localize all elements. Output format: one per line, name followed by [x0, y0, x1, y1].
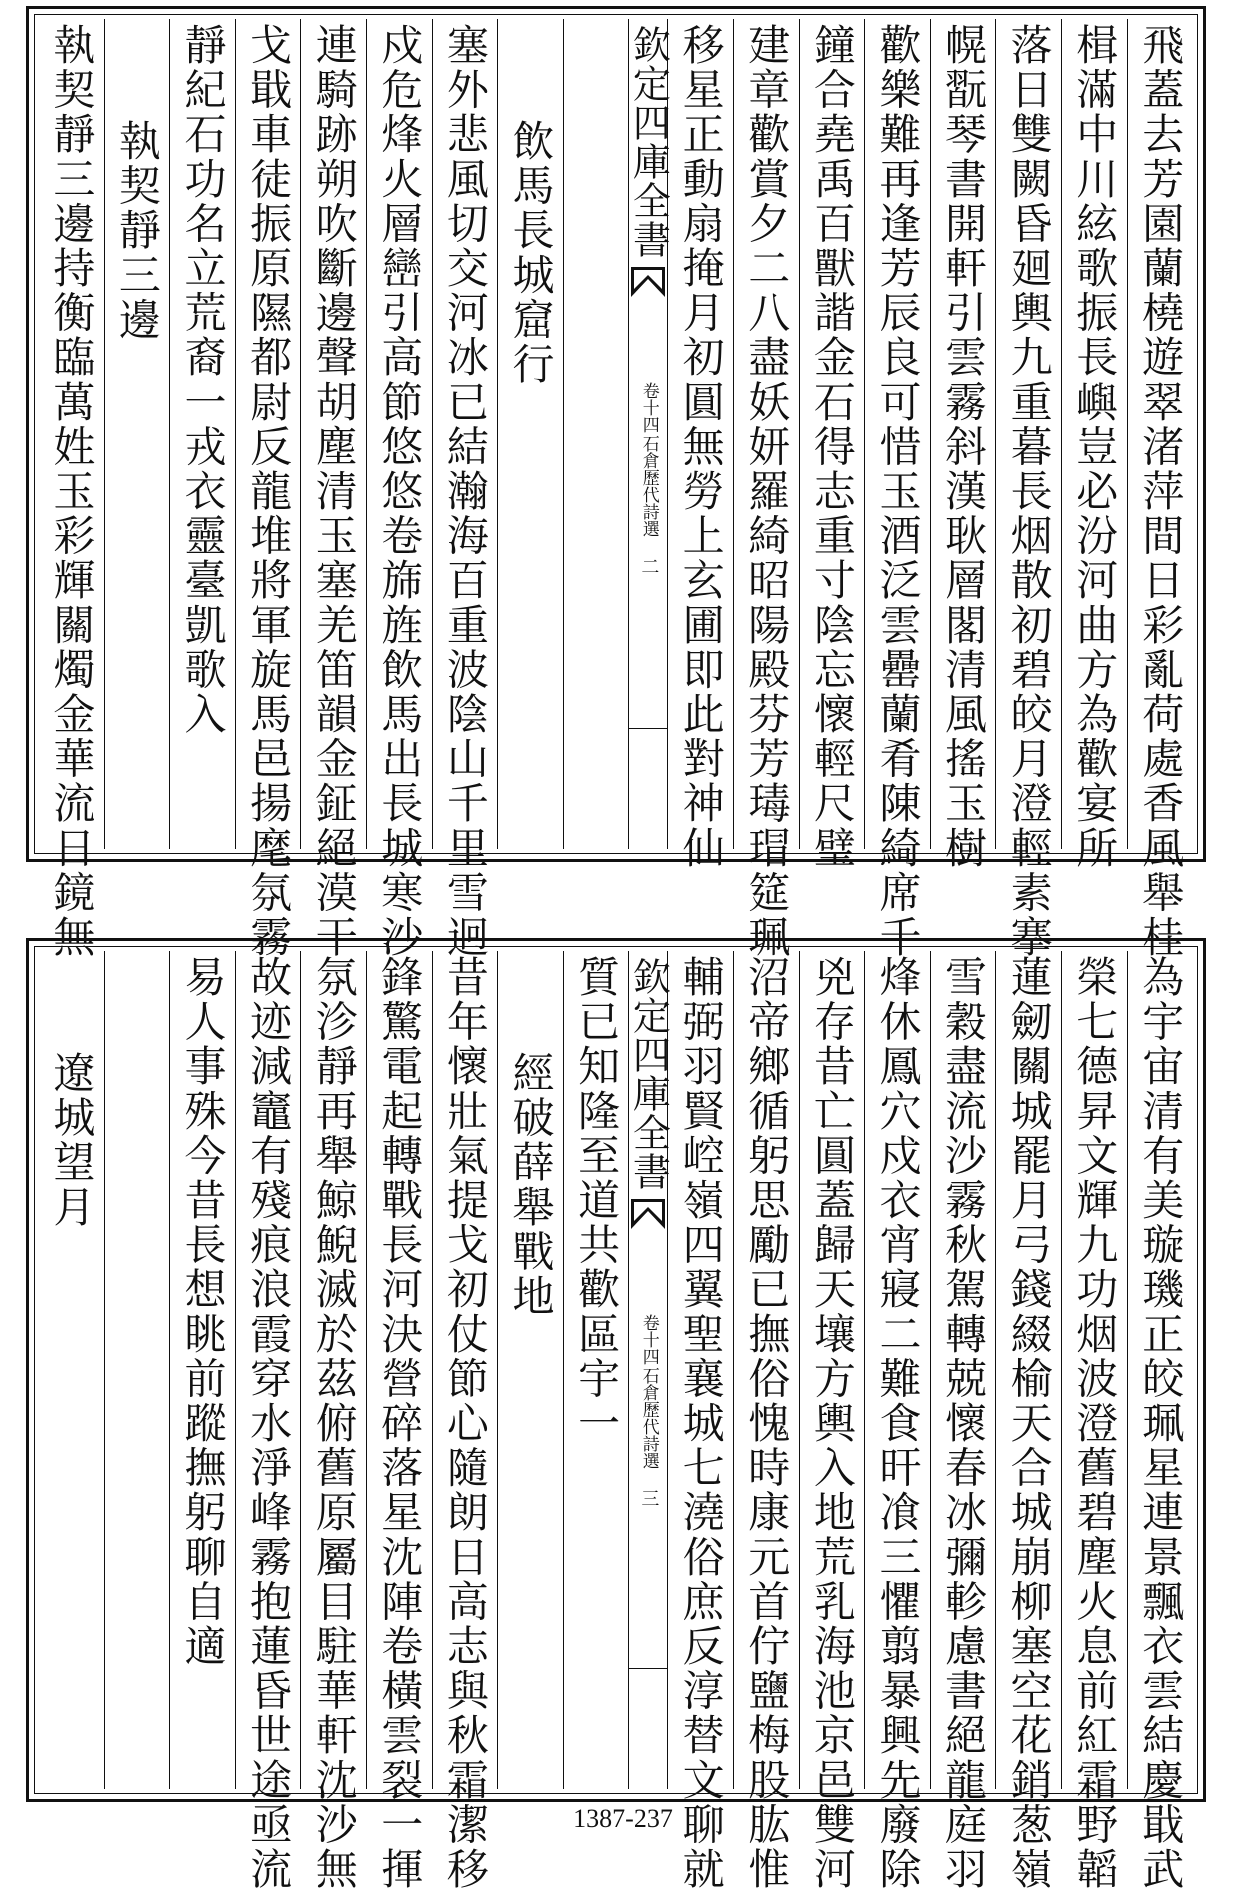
fish-tail-mark-icon — [631, 1199, 665, 1229]
text-column — [1062, 19, 1128, 871]
book-title: 石倉歷代詩選 — [638, 1367, 659, 1469]
poem-title: 執契靜三邊 — [112, 119, 162, 342]
text-column — [564, 19, 630, 849]
column-text: 沼帝鄉循躬思勵已撫俗愧時康元首佇鹽梅股肱惟 — [742, 955, 792, 1892]
text-column — [668, 951, 734, 1892]
text-column — [433, 951, 499, 1892]
column-text: 烽休鳳穴戍衣宵寢二難食旰飡三懼翦暴興先廢除 — [873, 955, 923, 1892]
text-column — [564, 951, 630, 1789]
volume-label: 卷十四 — [638, 382, 659, 433]
text-column — [367, 19, 433, 960]
poem-title: 飲馬長城窟行 — [506, 119, 556, 387]
poem-title-column — [39, 951, 105, 1789]
column-text: 昔年懷壯氣提戈初仗節心隨朗日高志與秋霜潔移 — [440, 955, 490, 1892]
column-text: 榮七德昇文輝九功烟波澄舊碧塵火息前紅霜野韜 — [1070, 955, 1120, 1892]
column-text: 為宇宙清有美璇璣正皎珮星連景飄衣雲結慶戢武 — [1136, 955, 1186, 1892]
column-text: 故迹減竈有殘痕浪霞穿水淨峰霧抱蓮昏世途亟流 — [244, 955, 294, 1892]
column-text: 建章歡賞夕二八盡妖妍羅綺昭陽殿芬芳瑇瑁筵珮 — [742, 23, 792, 960]
text-column — [170, 19, 236, 849]
column-text: 塞外悲風切交河冰已結瀚海百重波陰山千里雪迥 — [440, 23, 490, 960]
text-column — [301, 19, 367, 960]
column-text: 連騎跡朔吹斷邊聲胡塵清玉塞羌笛韻金鉦絕漠干 — [309, 23, 359, 960]
text-column — [865, 951, 931, 1892]
column-text: 輔弼羽賢崆嶺四翼聖襄城七澆俗庶反淳替文聊就 — [676, 955, 726, 1892]
text-column — [668, 19, 734, 871]
text-column — [931, 951, 997, 1892]
fold-lower-divider — [629, 1668, 667, 1789]
poem-title-column — [498, 19, 564, 849]
text-column — [996, 19, 1062, 960]
column-text: 雪穀盡流沙霧秋駕轉兢懷春冰彌軫慮書絕龍庭羽 — [939, 955, 989, 1892]
text-column — [170, 951, 236, 1789]
text-column — [105, 951, 171, 1789]
column-text: 鋒驚電起轉戰長河決營碎落星沈陣卷橫雲裂一揮 — [375, 955, 425, 1892]
page-top — [26, 6, 1206, 960]
poem-title: 經破薛舉戰地 — [506, 1051, 556, 1319]
text-column — [800, 951, 866, 1892]
column-text: 移星正動扇掩月初圓無勞上玄圃即此對神仙 — [676, 23, 726, 871]
poem-title-column — [105, 19, 171, 849]
column-text: 靜紀石功名立荒裔一戎衣靈臺凱歌入 — [178, 23, 228, 737]
column-text: 質已知隆至道共歡區宇一 — [572, 955, 622, 1446]
text-column — [301, 951, 367, 1892]
book-title: 石倉歷代詩選 — [638, 435, 659, 537]
text-column — [433, 19, 499, 960]
text-column — [236, 951, 302, 1892]
poem-title: 遼城望月 — [47, 1051, 97, 1230]
column-text: 戍危烽火層巒引高節悠悠卷旆旌飲馬出長城寒沙 — [375, 23, 425, 960]
column-text: 兇存昔亡圓蓋歸天壤方輿入地荒乳海池京邑雙河 — [807, 955, 857, 1892]
text-column — [1128, 951, 1193, 1892]
column-text: 幌翫琴書開軒引雲霧斜漢耿層閣清風搖玉樹 — [939, 23, 989, 871]
text-column — [865, 19, 931, 960]
column-text: 楫滿中川絃歌振長嶼豈必汾河曲方為歡宴所 — [1070, 23, 1120, 871]
text-column — [996, 951, 1062, 1892]
text-column — [800, 19, 866, 871]
text-column — [1062, 951, 1128, 1892]
page-number: 三 — [638, 1489, 660, 1507]
center-fold — [626, 951, 671, 1789]
column-text: 飛蓋去芳園蘭橈遊翠渚萍間日彩亂荷處香風舉桂 — [1136, 23, 1186, 960]
folio-number: 1387-237 — [573, 1804, 673, 1833]
library-title: 欽定四庫全書 — [626, 957, 671, 1191]
book-info — [639, 307, 658, 537]
text-column — [236, 19, 302, 960]
column-text: 落日雙闕昏廻輿九重暮長烟散初碧皎月澄輕素搴 — [1004, 23, 1054, 960]
page-number: 二 — [638, 557, 660, 575]
column-text: 氛沴靜再舉鯨鯢滅於茲俯舊原屬目駐華軒沈沙無 — [309, 955, 359, 1892]
text-columns — [39, 19, 1193, 960]
column-text: 鐘合堯禹百獸諧金石得志重寸陰忘懷輕尺璧 — [807, 23, 857, 871]
text-column — [1128, 19, 1193, 960]
column-text: 蓮劒關城罷月弓錢綴榆天合城崩柳塞空花銷葱嶺 — [1004, 955, 1054, 1892]
fold-lower-divider — [629, 728, 667, 849]
poem-title-column — [498, 951, 564, 1789]
column-text: 執契靜三邊持衡臨萬姓玉彩輝關燭金華流日鏡無 — [47, 23, 97, 960]
text-column — [734, 951, 800, 1892]
text-column — [39, 19, 105, 960]
volume-label: 卷十四 — [638, 1314, 659, 1365]
column-text: 易人事殊今昔長想眺前蹤撫躬聊自適 — [178, 955, 228, 1669]
column-text: 歡樂難再逢芳辰良可惜玉酒泛雲罍蘭肴陳綺席千 — [873, 23, 923, 960]
library-title: 欽定四庫全書 — [626, 25, 671, 259]
column-text: 戈戢車徒振原隰都尉反龍堆將軍旋馬邑揚麾氛霧 — [244, 23, 294, 960]
fish-tail-mark-icon — [631, 267, 665, 297]
book-info — [639, 1239, 658, 1469]
text-column — [931, 19, 997, 871]
text-column — [367, 951, 433, 1892]
text-column — [734, 19, 800, 960]
center-fold — [626, 19, 671, 849]
